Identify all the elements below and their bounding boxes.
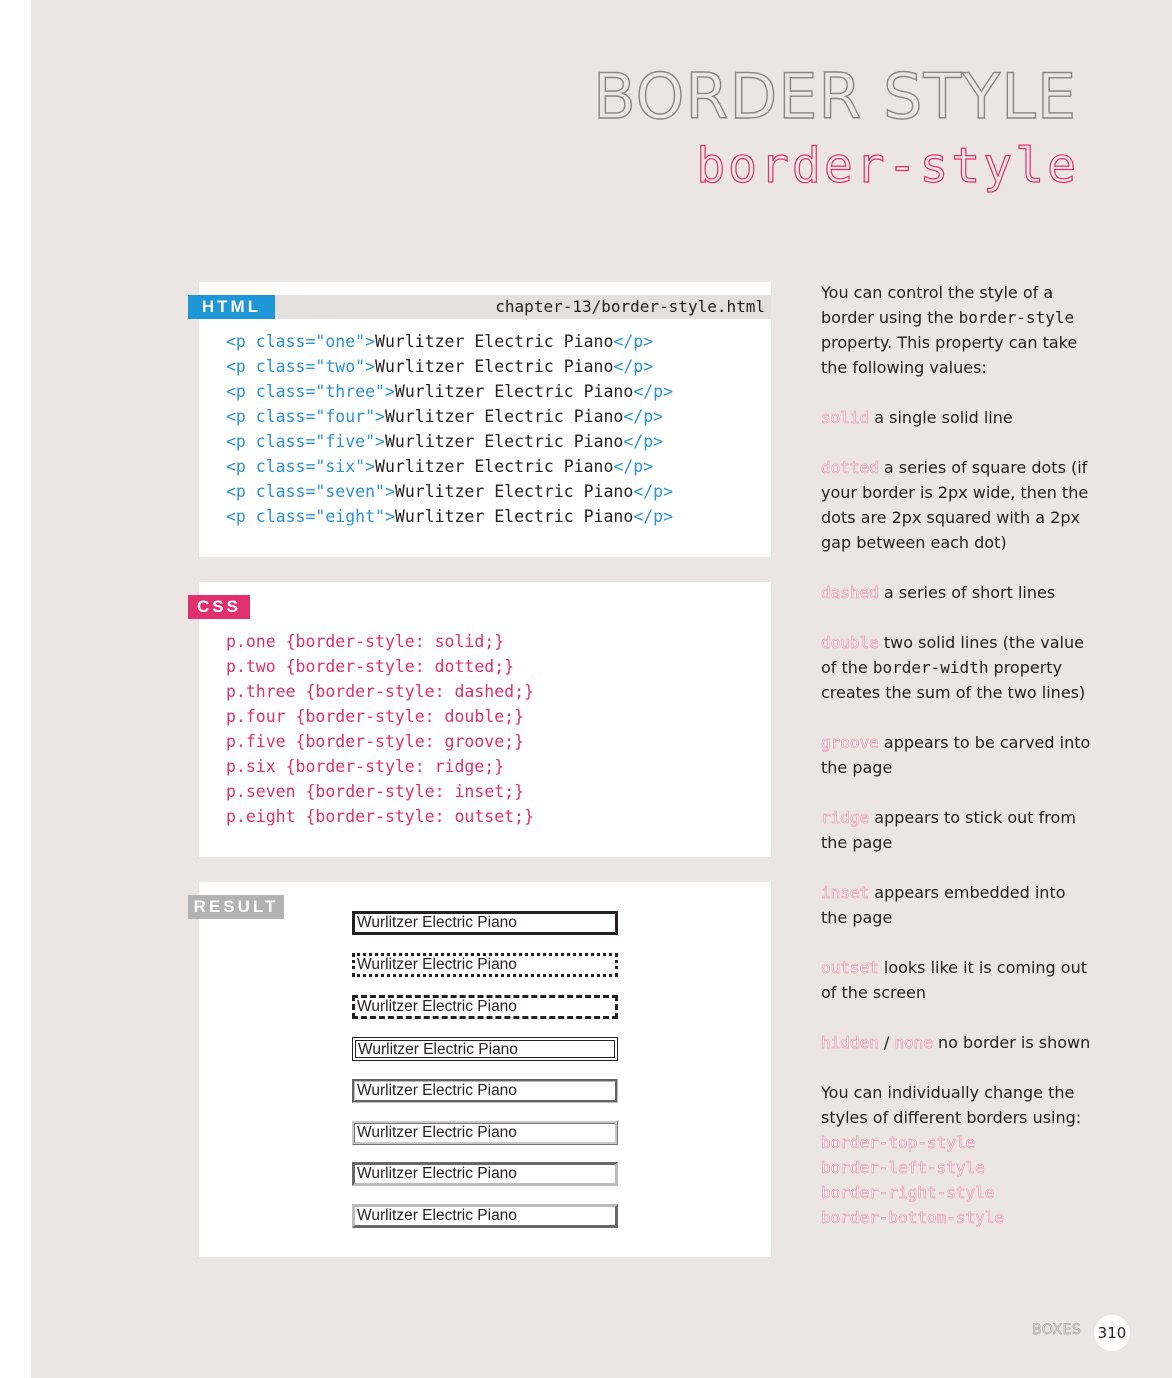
html-code-line: <p class="seven">Wurlitzer Electric Piano</p> — [226, 482, 674, 501]
result-outset-border: Wurlitzer Electric Piano — [352, 1204, 618, 1228]
page-number: 310 — [1094, 1315, 1130, 1351]
css-tab-label: CSS — [188, 595, 250, 619]
value-inset: inset appears embedded into the page — [821, 883, 1066, 927]
css-code-line: p.three {border-style: dashed;} — [226, 682, 534, 701]
value-hidden-none: hidden / none no border is shown — [821, 1033, 1091, 1052]
result-tab-label: RESULT — [188, 895, 284, 919]
value-outset: outset looks like it is coming out of the screen — [821, 958, 1087, 1002]
page-title: BORDER STYLE — [593, 60, 1077, 133]
individual-borders-paragraph: You can individually change the styles of different borders using: border-top-style border-left-style border-right-style border-bottom-style — [821, 1083, 1082, 1227]
css-code-line: p.eight {border-style: outset;} — [226, 807, 534, 826]
css-code-line: p.six {border-style: ridge;} — [226, 757, 505, 776]
prop-border-left-style: border-left-style — [821, 1158, 985, 1177]
intro-paragraph: You can control the style of a border using the border-style property. This property can take the following values: — [821, 283, 1078, 377]
html-code-line: <p class="two">Wurlitzer Electric Piano</p> — [226, 357, 654, 376]
page-subtitle: border-style — [696, 138, 1079, 194]
html-tab-label: HTML — [188, 295, 275, 319]
css-code-line: p.two {border-style: dotted;} — [226, 657, 515, 676]
value-dashed: dashed a series of short lines — [821, 583, 1056, 602]
html-code-block — [226, 329, 673, 529]
value-solid: solid a single solid line — [821, 408, 1013, 427]
css-code-block — [226, 629, 534, 829]
html-code-line: <p class="one">Wurlitzer Electric Piano</p> — [226, 332, 654, 351]
value-groove: groove appears to be carved into the page — [821, 733, 1091, 777]
css-code-line: p.seven {border-style: inset;} — [226, 782, 525, 801]
css-code-line: p.one {border-style: solid;} — [226, 632, 505, 651]
html-code-line: <p class="five">Wurlitzer Electric Piano</p> — [226, 432, 664, 451]
result-groove-border: Wurlitzer Electric Piano — [352, 1079, 618, 1103]
css-code-line: p.five {border-style: groove;} — [226, 732, 525, 751]
prop-border-bottom-style: border-bottom-style — [821, 1208, 1005, 1227]
prop-border-right-style: border-right-style — [821, 1183, 995, 1202]
result-double-border: Wurlitzer Electric Piano — [352, 1037, 618, 1061]
result-inset-border: Wurlitzer Electric Piano — [352, 1162, 618, 1186]
result-panel — [199, 882, 771, 1257]
css-code-line: p.four {border-style: double;} — [226, 707, 525, 726]
result-dashed-border: Wurlitzer Electric Piano — [352, 995, 618, 1019]
result-solid-border: Wurlitzer Electric Piano — [352, 911, 618, 935]
footer-section-label: BOXES — [1032, 1322, 1082, 1338]
value-dotted: dotted a series of square dots (if your border is 2px wide, then the dots are 2px squared with a 2px gap between each dot) — [821, 458, 1089, 552]
html-code-line: <p class="six">Wurlitzer Electric Piano</p> — [226, 457, 654, 476]
html-filename: chapter-13/border-style.html — [495, 297, 765, 316]
value-ridge: ridge appears to stick out from the page — [821, 808, 1076, 852]
html-code-line: <p class="eight">Wurlitzer Electric Piano</p> — [226, 507, 674, 526]
result-dotted-border: Wurlitzer Electric Piano — [352, 953, 618, 977]
prop-border-top-style: border-top-style — [821, 1133, 976, 1152]
sidebar-text — [821, 280, 1091, 1255]
html-file-bar — [275, 295, 771, 319]
html-code-line: <p class="three">Wurlitzer Electric Piano</p> — [226, 382, 674, 401]
value-double: double two solid lines (the value of the border-width property creates the sum of the two lines) — [821, 633, 1086, 702]
html-code-line: <p class="four">Wurlitzer Electric Piano</p> — [226, 407, 664, 426]
result-ridge-border: Wurlitzer Electric Piano — [352, 1121, 618, 1145]
